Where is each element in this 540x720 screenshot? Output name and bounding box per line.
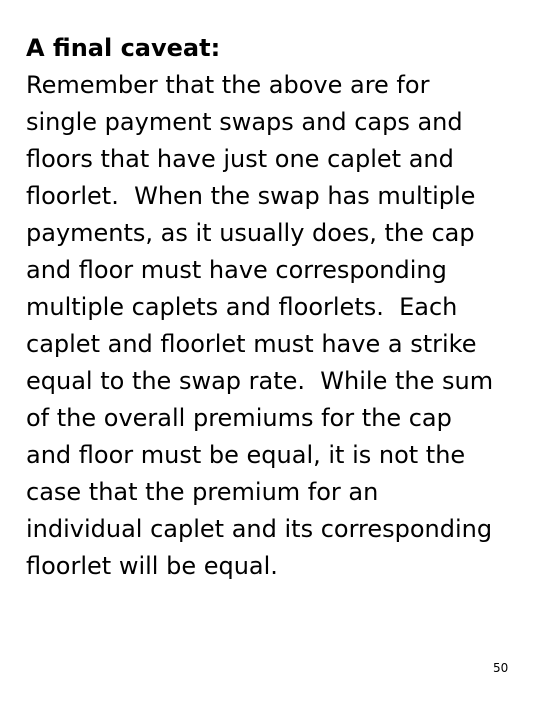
body-line: single payment swaps and caps and — [26, 108, 463, 136]
body-line: floors that have just one caplet and — [26, 145, 454, 173]
body-line: floorlet will be equal. — [26, 552, 278, 580]
body-line: multiple caplets and floorlets. Each — [26, 293, 458, 321]
body-line: caplet and floorlet must have a strike — [26, 330, 477, 358]
body-line: case that the premium for an — [26, 478, 379, 506]
page-number: 50 — [493, 661, 509, 675]
body-line: equal to the swap rate. While the sum — [26, 367, 494, 395]
body-line: of the overall premiums for the cap — [26, 404, 452, 432]
body-line: and floor must be equal, it is not the — [26, 441, 466, 469]
body-text — [26, 67, 526, 585]
body-line: payments, as it usually does, the cap — [26, 219, 475, 247]
slide-title: A final caveat: — [26, 34, 221, 62]
slide-content — [26, 30, 526, 585]
body-line: Remember that the above are for — [26, 71, 430, 99]
body-line: floorlet. When the swap has multiple — [26, 182, 476, 210]
body-line: individual caplet and its corresponding — [26, 515, 493, 543]
body-line: and floor must have corresponding — [26, 256, 447, 284]
